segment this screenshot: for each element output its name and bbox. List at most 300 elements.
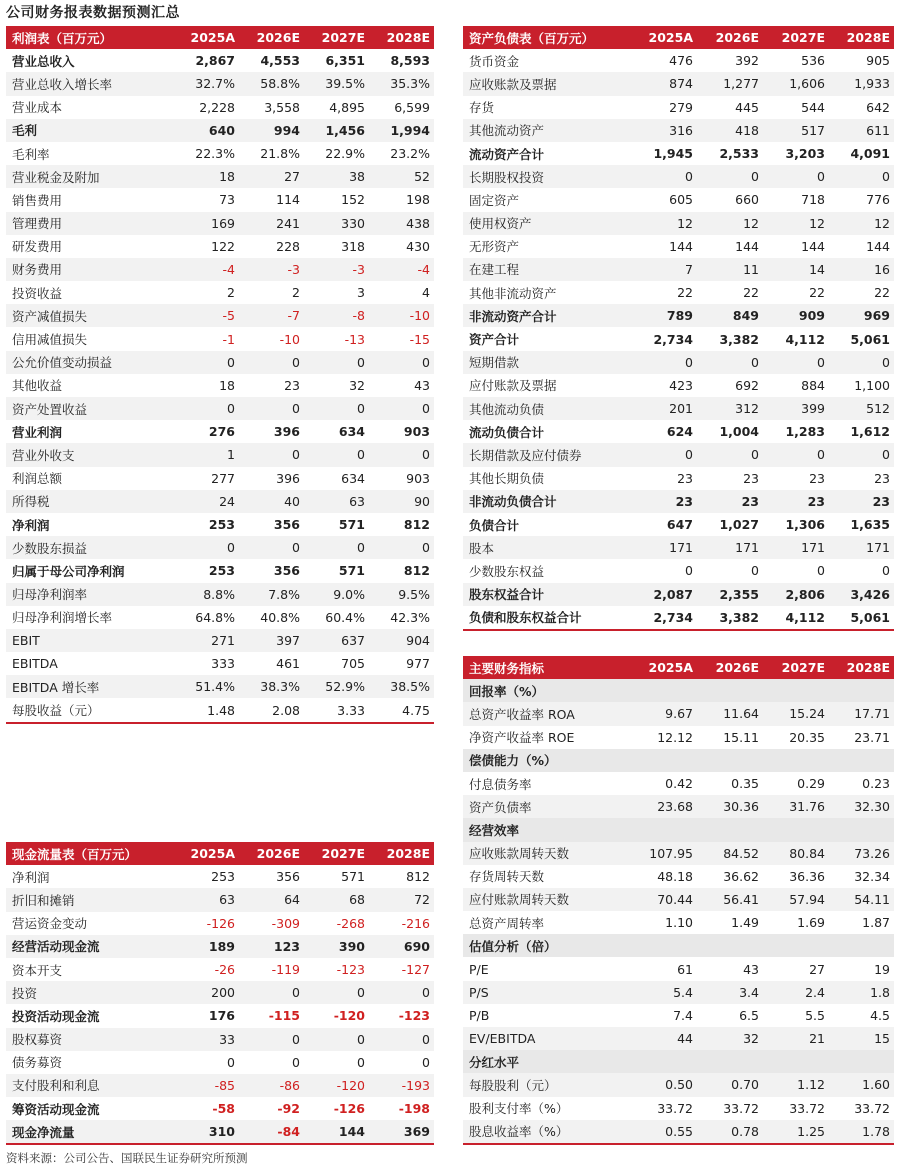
row-label: 归母净利润率: [6, 583, 174, 606]
table-row: [6, 351, 434, 374]
cell-value: [763, 1050, 829, 1073]
cell-value: 4.75: [402, 702, 430, 718]
table-row: [6, 258, 434, 281]
cell-value: 994: [239, 119, 304, 142]
row-label: 分红水平: [463, 1050, 631, 1073]
cell-value: 27: [239, 165, 304, 188]
row-label: 销售费用: [12, 192, 63, 208]
year-header: 2027E: [763, 656, 829, 679]
cell-value: [829, 1050, 894, 1073]
cell-value: 22: [677, 285, 693, 301]
row-label: 货币资金: [469, 53, 520, 69]
cell-value: 969: [829, 304, 894, 327]
table-row: [6, 443, 434, 466]
cell-value: 1,100: [854, 377, 890, 393]
cell-value: 44: [631, 1027, 697, 1050]
balance-sheet-table: [463, 26, 894, 631]
cell-value: 228: [276, 238, 300, 254]
row-label: 利润总额: [12, 471, 63, 487]
table-row: [463, 911, 894, 934]
cell-value: 35.3%: [369, 72, 434, 95]
cell-value: 0: [685, 563, 693, 579]
cell-value: 1,027: [719, 517, 759, 533]
table-row: [6, 212, 434, 235]
cell-value: -123: [398, 1008, 430, 1024]
cell-value: 1,635: [850, 517, 890, 533]
table-row: [6, 865, 434, 888]
cell-value: 122: [211, 238, 235, 254]
row-label: 经营活动现金流: [6, 935, 174, 958]
row-label: 净利润: [12, 517, 50, 533]
cell-value: 1.48: [207, 702, 235, 718]
cell-value: 2,867: [195, 53, 235, 69]
table-row: [463, 726, 894, 749]
cell-value: 430: [406, 238, 430, 254]
cell-value: 171: [763, 536, 829, 559]
table-row: [6, 304, 434, 327]
row-label: 营业税金及附加: [6, 165, 174, 188]
cell-value: 0: [304, 536, 369, 559]
cell-value: 356: [276, 869, 300, 885]
cell-value: 0: [369, 397, 434, 420]
table-title: 利润表（百万元）: [6, 26, 174, 49]
table-row: [6, 188, 434, 211]
cell-value: 634: [341, 470, 365, 486]
table-row: [463, 281, 894, 304]
cell-value: 171: [631, 536, 697, 559]
cell-value: 0: [304, 1028, 369, 1051]
row-label: 净资产收益率 ROE: [469, 730, 575, 746]
cell-value: 57.94: [763, 888, 829, 911]
cell-value: 517: [763, 119, 829, 142]
cell-value: -3: [304, 258, 369, 281]
cell-value: 51.4%: [174, 675, 239, 698]
year-header: 2028E: [369, 842, 434, 865]
year-header: 2027E: [304, 842, 369, 865]
cell-value: 23: [809, 470, 825, 486]
cell-value: 43: [743, 961, 759, 977]
table-row: [6, 888, 434, 911]
cell-value: 23: [743, 470, 759, 486]
cell-value: 73: [219, 192, 235, 208]
cell-value: 198: [406, 192, 430, 208]
row-label: 其他收益: [12, 378, 63, 394]
row-label: 总资产周转率: [469, 915, 545, 931]
table-row: [6, 281, 434, 304]
cell-value: [631, 934, 697, 957]
table-title: 资产负债表（百万元）: [463, 26, 631, 49]
row-label: 营业外收支: [6, 443, 174, 466]
cell-value: 1,004: [719, 424, 759, 440]
row-label: 归属于母公司净利润: [12, 563, 125, 579]
cell-value: 70.44: [631, 888, 697, 911]
table-row: [6, 513, 434, 536]
cell-value: -119: [271, 962, 300, 978]
cell-value: -92: [277, 1101, 300, 1117]
row-label: 经营效率: [463, 818, 631, 841]
table-row: [463, 49, 894, 72]
cell-value: 0.29: [797, 776, 825, 792]
cell-value: 0: [369, 1028, 434, 1051]
table-row: [463, 443, 894, 466]
cell-value: 36.62: [723, 868, 759, 884]
year-header: 2025A: [631, 656, 697, 679]
cell-value: 0: [422, 1054, 430, 1070]
cell-value: 56.41: [697, 888, 763, 911]
row-label: 偿债能力（%）: [463, 749, 631, 772]
cell-value: 21: [763, 1027, 829, 1050]
row-label: 债务募资: [12, 1055, 63, 1071]
cell-value: 271: [174, 629, 239, 652]
row-label: 负债和股东权益合计: [469, 610, 582, 626]
row-label: 负债合计: [469, 517, 520, 533]
cell-value: [697, 749, 763, 772]
cell-value: 0: [369, 351, 434, 374]
cell-value: 903: [406, 470, 430, 486]
cell-value: 571: [341, 869, 365, 885]
cell-value: 22: [743, 285, 759, 301]
cell-value: 32.34: [854, 868, 890, 884]
table-row: [463, 559, 894, 582]
cell-value: 0: [174, 351, 239, 374]
cell-value: 2,228: [199, 99, 235, 115]
cell-value: 1.8: [829, 981, 894, 1004]
table-row: [463, 1073, 894, 1096]
balance-sheet-block: [463, 26, 894, 631]
cell-value: 2.08: [272, 702, 300, 718]
row-label: 营业总收入增长率: [6, 72, 174, 95]
cell-value: 0: [751, 563, 759, 579]
cell-value: 253: [208, 517, 235, 533]
table-row: [6, 958, 434, 981]
cell-value: 0: [763, 443, 829, 466]
cell-value: 3,382: [719, 331, 759, 347]
cell-value: 52.9%: [304, 675, 369, 698]
cell-value: 789: [631, 304, 697, 327]
cell-value: 253: [208, 563, 235, 579]
cell-value: 1,933: [829, 72, 894, 95]
table-row: [6, 1074, 434, 1097]
cell-value: 1.49: [731, 915, 759, 931]
year-header: 2028E: [829, 656, 894, 679]
cell-value: 22.3%: [195, 146, 235, 162]
cell-value: 312: [697, 397, 763, 420]
table-row: [6, 536, 434, 559]
row-label: 资本开支: [12, 962, 63, 978]
cell-value: 5,061: [850, 609, 890, 625]
income-statement-table: [6, 26, 434, 724]
cell-value: 40.8%: [260, 609, 300, 625]
year-header: 2026E: [697, 26, 763, 49]
cell-value: 1,994: [369, 119, 434, 142]
cell-value: [829, 818, 894, 841]
table-row: [6, 559, 434, 582]
cell-value: 24: [174, 490, 239, 513]
cell-value: 36.36: [789, 868, 825, 884]
cell-value: -85: [174, 1074, 239, 1097]
cashflow-table: [6, 842, 434, 1145]
cell-value: 7: [631, 258, 697, 281]
row-label: 所得税: [6, 490, 174, 513]
cell-value: 64: [239, 888, 304, 911]
table-row: [6, 374, 434, 397]
table-row: [6, 629, 434, 652]
cell-value: 1,283: [785, 424, 825, 440]
cell-value: 2,734: [653, 609, 693, 625]
row-label: 其他非流动资产: [469, 285, 557, 301]
cell-value: 5.4: [631, 981, 697, 1004]
row-label: 每股收益（元）: [12, 703, 100, 719]
cell-value: 8.8%: [174, 583, 239, 606]
table-row: [463, 981, 894, 1004]
cell-value: 11: [697, 258, 763, 281]
cell-value: 32.30: [829, 795, 894, 818]
table-title: 主要财务指标: [463, 656, 631, 679]
row-label: 其他长期负债: [469, 471, 545, 487]
year-header: 2025A: [174, 842, 239, 865]
cell-value: 1.12: [763, 1073, 829, 1096]
row-label: 使用权资产: [463, 212, 631, 235]
cell-value: 32: [697, 1027, 763, 1050]
cell-value: 874: [631, 72, 697, 95]
cell-value: [697, 1050, 763, 1073]
cell-value: -4: [369, 258, 434, 281]
table-row: [6, 142, 434, 165]
table-row: [6, 981, 434, 1004]
row-label: 筹资活动现金流: [12, 1101, 100, 1117]
cell-value: 9.5%: [369, 583, 434, 606]
table-header-row: [6, 842, 434, 865]
row-label: 少数股东损益: [6, 536, 174, 559]
table-row: [463, 536, 894, 559]
cell-value: 812: [403, 563, 430, 579]
table-row: [6, 1051, 434, 1074]
cell-value: 6,351: [325, 53, 365, 69]
cell-value: 189: [174, 935, 239, 958]
cell-value: 0: [631, 351, 697, 374]
cell-value: 0: [697, 351, 763, 374]
table-row: [463, 467, 894, 490]
row-label: EV/EBITDA: [463, 1027, 631, 1050]
cell-value: 812: [403, 517, 430, 533]
cell-value: 1.87: [862, 915, 890, 931]
row-label: 存货: [469, 100, 495, 116]
table-row: [6, 698, 434, 722]
cell-value: 11.64: [697, 702, 763, 725]
cell-value: 0: [292, 1054, 300, 1070]
cell-value: 0: [369, 981, 434, 1004]
cell-value: 0.70: [697, 1073, 763, 1096]
year-header: 2027E: [763, 26, 829, 49]
cell-value: -86: [239, 1074, 304, 1097]
cell-value: 2.4: [763, 981, 829, 1004]
cell-value: 1,306: [785, 517, 825, 533]
cell-value: [763, 679, 829, 702]
cell-value: 23.68: [631, 795, 697, 818]
section-row: [463, 934, 894, 957]
cell-value: 7.4: [673, 1007, 693, 1023]
cell-value: 4,112: [785, 609, 825, 625]
table-row: [6, 1097, 434, 1120]
table-row: [463, 374, 894, 397]
row-label: 付息债务率: [469, 776, 532, 792]
cell-value: 32: [349, 377, 365, 393]
key-ratios-block: [463, 656, 894, 1145]
cell-value: 0.42: [665, 776, 693, 792]
cell-value: 692: [735, 377, 759, 393]
cell-value: [631, 749, 697, 772]
cell-value: 0.23: [862, 776, 890, 792]
row-label: 少数股东权益: [469, 563, 545, 579]
key-ratios-table: [463, 656, 894, 1145]
cell-value: 392: [735, 53, 759, 69]
cell-value: 0: [304, 351, 369, 374]
cell-value: 169: [174, 212, 239, 235]
table-row: [463, 606, 894, 630]
cell-value: 2,734: [653, 331, 693, 347]
cell-value: 0: [697, 443, 763, 466]
cell-value: [763, 749, 829, 772]
cell-value: 32.7%: [174, 72, 239, 95]
cell-value: 23: [697, 490, 763, 513]
table-row: [463, 1120, 894, 1144]
table-row: [6, 119, 434, 142]
cell-value: 418: [697, 119, 763, 142]
row-label: 股利支付率（%）: [469, 1101, 569, 1117]
row-label: 折旧和摊销: [6, 888, 174, 911]
table-row: [463, 1027, 894, 1050]
cell-value: 0: [239, 1028, 304, 1051]
cell-value: 0: [369, 443, 434, 466]
table-row: [463, 865, 894, 888]
cell-value: 1,945: [653, 146, 693, 162]
cell-value: 0: [882, 563, 890, 579]
row-label: 应付账款及票据: [469, 378, 557, 394]
cell-value: 0.50: [631, 1073, 697, 1096]
cell-value: 152: [341, 192, 365, 208]
table-row: [463, 212, 894, 235]
cell-value: -1: [222, 331, 235, 347]
cell-value: 0: [227, 1054, 235, 1070]
table-row: [463, 304, 894, 327]
cell-value: -193: [369, 1074, 434, 1097]
cell-value: 12: [697, 212, 763, 235]
cell-value: 114: [276, 192, 300, 208]
cell-value: -127: [401, 962, 430, 978]
table-row: [463, 397, 894, 420]
cell-value: -5: [174, 304, 239, 327]
cell-value: 544: [801, 99, 825, 115]
section-row: [463, 679, 894, 702]
cell-value: 634: [338, 424, 365, 440]
row-label: 在建工程: [463, 258, 631, 281]
cell-value: 776: [866, 192, 890, 208]
section-row: [463, 1050, 894, 1073]
table-row: [463, 772, 894, 795]
cell-value: 476: [669, 53, 693, 69]
cell-value: 15: [829, 1027, 894, 1050]
row-label: 应收账款及票据: [463, 72, 631, 95]
income-statement-block: [6, 26, 434, 724]
cell-value: 977: [406, 656, 430, 672]
cell-value: [697, 818, 763, 841]
cell-value: 40: [239, 490, 304, 513]
cell-value: 200: [174, 981, 239, 1004]
cell-value: 61: [677, 961, 693, 977]
cell-value: 3,426: [829, 583, 894, 606]
row-label: 公允价值变动损益: [6, 351, 174, 374]
row-label: 总资产收益率 ROA: [463, 702, 631, 725]
year-header: 2027E: [304, 26, 369, 49]
cell-value: 23: [631, 490, 697, 513]
cell-value: 642: [866, 99, 890, 115]
cell-value: 536: [801, 53, 825, 69]
cell-value: 60.4%: [325, 609, 365, 625]
cell-value: 512: [829, 397, 894, 420]
cell-value: 279: [669, 99, 693, 115]
cell-value: 64.8%: [195, 609, 235, 625]
cell-value: 0: [369, 536, 434, 559]
row-label: 固定资产: [469, 192, 520, 208]
cell-value: 12: [763, 212, 829, 235]
cell-value: 18: [219, 377, 235, 393]
cell-value: 23.2%: [390, 146, 430, 162]
row-label: 长期股权投资: [463, 165, 631, 188]
cell-value: 0: [174, 397, 239, 420]
cell-value: 0: [239, 397, 304, 420]
cell-value: 1,277: [697, 72, 763, 95]
table-row: [463, 235, 894, 258]
cell-value: 23.71: [854, 729, 890, 745]
cell-value: 22.9%: [325, 146, 365, 162]
cell-value: 3: [357, 285, 365, 301]
cell-value: 68: [304, 888, 369, 911]
row-label: 投资收益: [12, 285, 63, 301]
year-header: 2026E: [239, 842, 304, 865]
cell-value: 33.72: [657, 1100, 693, 1116]
row-label: 回报率（%）: [463, 679, 631, 702]
cell-value: 0.78: [697, 1120, 763, 1144]
cell-value: 333: [211, 656, 235, 672]
page-title: 公司财务报表数据预测汇总: [6, 5, 180, 21]
cell-value: 107.95: [631, 842, 697, 865]
cell-value: 1.60: [829, 1073, 894, 1096]
row-label: EBITDA: [12, 656, 58, 672]
cell-value: 90: [369, 490, 434, 513]
cell-value: -120: [333, 1008, 365, 1024]
source-note: 资料来源：公司公告、国联民生证券研究所预测: [6, 1151, 248, 1165]
cell-value: 1,456: [304, 119, 369, 142]
cell-value: -10: [279, 331, 300, 347]
row-label: 资产处置收益: [6, 397, 174, 420]
cell-value: 461: [276, 656, 300, 672]
cell-value: 33.72: [854, 1100, 890, 1116]
cell-value: -268: [336, 915, 365, 931]
cell-value: 14: [763, 258, 829, 281]
cell-value: 369: [369, 1120, 434, 1144]
table-row: [463, 258, 894, 281]
row-label: 研发费用: [12, 239, 63, 255]
cell-value: 38.3%: [239, 675, 304, 698]
cell-value: 171: [697, 536, 763, 559]
cell-value: 396: [273, 424, 300, 440]
row-label: 股东权益合计: [463, 583, 631, 606]
cell-value: -7: [239, 304, 304, 327]
row-label: 信用减值损失: [12, 332, 88, 348]
cell-value: 640: [174, 119, 239, 142]
cell-value: -15: [409, 331, 430, 347]
row-label: 其他流动负债: [463, 397, 631, 420]
